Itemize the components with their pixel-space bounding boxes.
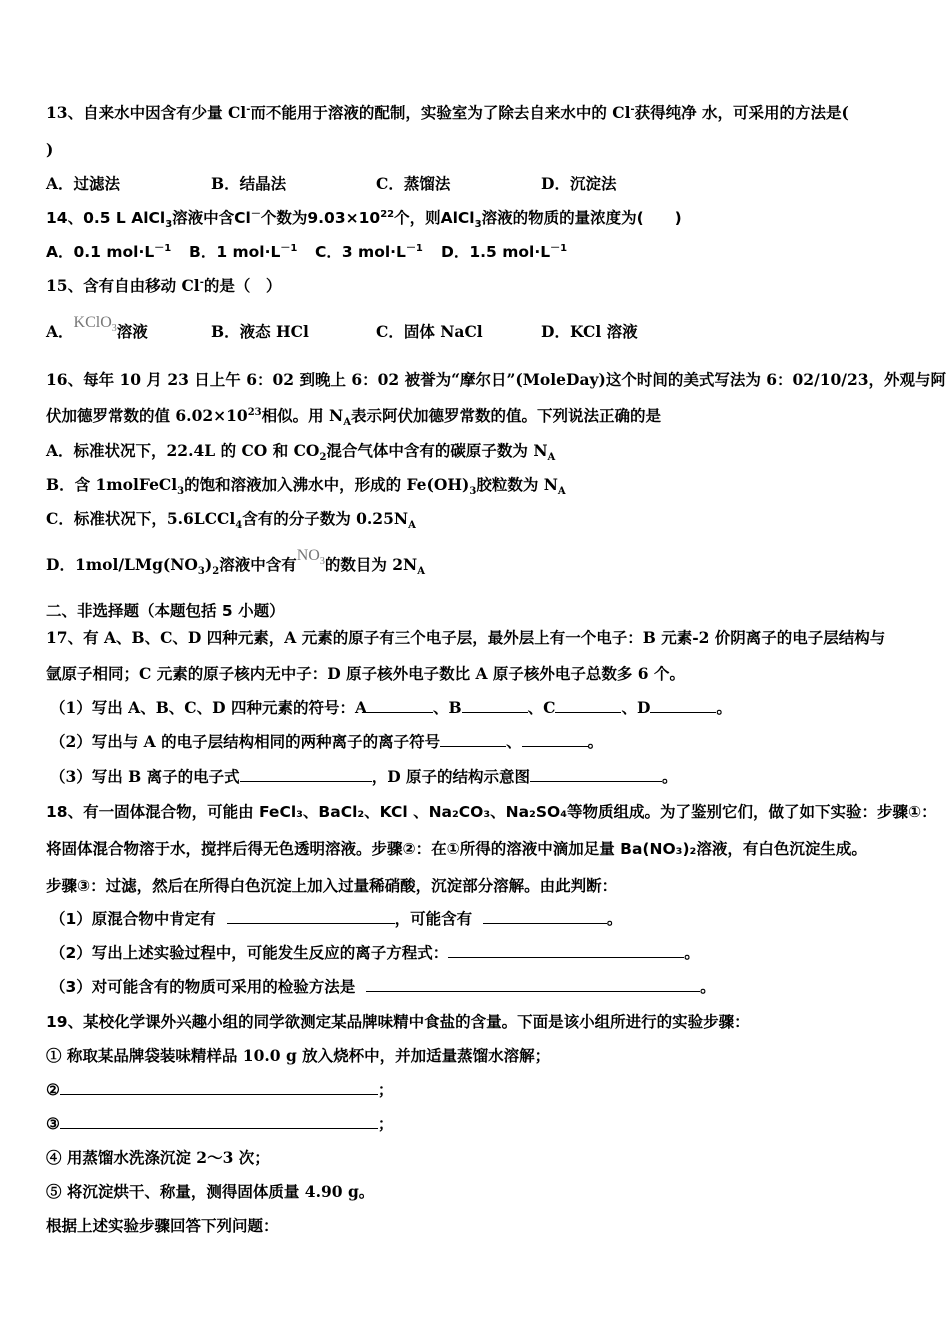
q13-option-d: D．沉淀法: [541, 174, 617, 193]
q16-option-b: B．含 1molFeCl$_3$的饱和溶液加入沸水中，形成的 $Fe(OH)_3$胶粒数为 $N_A$: [46, 475, 566, 498]
q16-option-d: D．$1mol/LMg(NO_3)_2$溶液中含有$NO_3$的数目为 $2N_A$: [46, 547, 425, 578]
q13-stem-end: ): [46, 140, 54, 159]
q15-options: [46, 314, 910, 343]
q13-option-b: B．结晶法: [211, 174, 287, 193]
q14-option-a: A．0.1 $mol\cdot L^{-1}$: [46, 242, 172, 261]
q13-stem: 13、自来水中因含有少量 Cl-而不能用于溶液的配制，实验室为了除去自来水中的 Cl-获得纯净 水，可采用的方法是(: [46, 103, 849, 122]
answer-blank[interactable]: [60, 1114, 378, 1129]
q17-stem-line2: 氩原子相同；C 元素的原子核内无中子：D 原子核外电子数比 A 原子核外电子总数多 6 个。: [46, 664, 685, 683]
q17-part2: （2）写出与 A 的电子层结构相同的两种离子的离子符号 、 。: [50, 732, 604, 751]
q19-tail: 根据上述实验步骤回答下列问题：: [46, 1216, 279, 1235]
q16-stem-line1: 16、每年 10 月 23 日上午 6：02 到晚上 6：02 被誉为“摩尔日”(MoleDay)这个时间的美式写法为 6：02/10/23，外观与阿: [46, 370, 947, 389]
q18-stem-line1: 18、有一固体混合物，可能由 FeCl₃、BaCl₂、KCl 、Na₂CO₃、Na₂SO₄等物质组成。为了鉴别它们，做了如下实验：步骤①：: [46, 803, 937, 821]
q13-options: [46, 174, 910, 194]
q17-stem-line1: 17、有 A、B、C、D 四种元素，A 元素的原子有三个电子层，最外层上有一个电子：B 元素-2 价阴离子的电子层结构与: [46, 628, 886, 647]
answer-blank[interactable]: [555, 698, 621, 713]
q15-option-b: B．液态 HCl: [211, 322, 309, 341]
q13-option-c: C．蒸馏法: [376, 174, 451, 193]
answer-blank[interactable]: [367, 698, 433, 713]
q19-step3: ③ ；: [46, 1114, 394, 1133]
answer-blank[interactable]: [440, 732, 506, 747]
q14-options: [46, 242, 910, 262]
q16-option-a: A．标准状况下，22.4L 的 CO 和 $CO_2$混合气体中含有的碳原子数为 $N_A$: [46, 441, 556, 464]
q14-stem: 14、0.5 L AlCl$_3$溶液中含Cl－个数为$9.03\times 10^{22}$个，则AlCl$_3$溶液的物质的量浓度为( ): [46, 208, 682, 231]
q14-option-d: D．1.5 $mol\cdot L^{-1}$: [441, 242, 568, 261]
q16-stem-line2: 伏加德罗常数的值 $6.02\times 10^{23}$相似。用 $N_A$表示阿伏加德罗常数的值。下列说法正确的是: [46, 406, 661, 429]
q13-option-a: A．过滤法: [46, 174, 121, 193]
answer-blank[interactable]: [448, 943, 684, 958]
answer-blank[interactable]: [366, 977, 700, 992]
q19-step1: ① 称取某品牌袋装味精样品 10.0 g 放入烧杯中，并加适量蒸馏水溶解；: [46, 1046, 551, 1065]
q18-stem-line3: 步骤③：过滤，然后在所得白色沉淀上加入过量稀硝酸，沉淀部分溶解。由此判断：: [46, 877, 618, 895]
no3-formula-image: $NO_3$: [296, 547, 325, 568]
q14-option-c: C．3 $mol\cdot L^{-1}$: [315, 242, 423, 261]
answer-blank[interactable]: [60, 1080, 378, 1095]
answer-blank[interactable]: [483, 909, 607, 924]
kclo3-formula-image: KClO$_3$: [73, 314, 117, 335]
q18-part1: （1）原混合物中肯定有 ，可能含有 。: [50, 910, 623, 928]
q14-option-b: B．1 $mol\cdot L^{-1}$: [189, 242, 298, 261]
q17-part3: （3）写出 B 离子的电子式 ，D 原子的结构示意图 。: [50, 767, 678, 786]
q18-stem-line2: 将固体混合物溶于水，搅拌后得无色透明溶液。步骤②：在①所得的溶液中滴加足量 Ba(NO₃)₂溶液，有白色沉淀生成。: [46, 840, 867, 858]
q16-option-c: C．标准状况下，5.6LCCl$_4$含有的分子数为 $0.25N_A$: [46, 509, 416, 532]
answer-blank[interactable]: [462, 698, 528, 713]
q15-option-a: A．KClO$_3$溶液: [46, 314, 148, 341]
answer-blank[interactable]: [650, 698, 716, 713]
q15-option-d: D．KCl 溶液: [541, 322, 638, 341]
q18-part2: （2）写出上述实验过程中，可能发生反应的离子方程式： 。: [50, 944, 700, 962]
section-2-heading: 二、非选择题（本题包括 5 小题）: [46, 602, 285, 620]
q19-step4: ④ 用蒸馏水洗涤沉淀 2～3 次；: [46, 1148, 270, 1167]
q19-step2: ② ；: [46, 1080, 394, 1099]
q17-part1: （1）写出 A、B、C、D 四种元素的符号：A 、B 、C 、D 。: [50, 698, 732, 717]
answer-blank[interactable]: [522, 732, 588, 747]
q15-stem: 15、含有自由移动 Cl-的是（ ）: [46, 276, 282, 295]
q19-stem: 19、某校化学课外兴趣小组的同学欲测定某品牌味精中食盐的含量。下面是该小组所进行的实验步骤：: [46, 1013, 750, 1031]
answer-blank[interactable]: [227, 909, 395, 924]
q19-step5: ⑤ 将沉淀烘干、称量，测得固体质量 4.90 g。: [46, 1182, 375, 1201]
q15-option-c: C．固体 NaCl: [376, 322, 483, 341]
answer-blank[interactable]: [240, 767, 372, 782]
answer-blank[interactable]: [530, 767, 662, 782]
q18-part3: （3）对可能含有的物质可采用的检验方法是 。: [50, 978, 716, 996]
